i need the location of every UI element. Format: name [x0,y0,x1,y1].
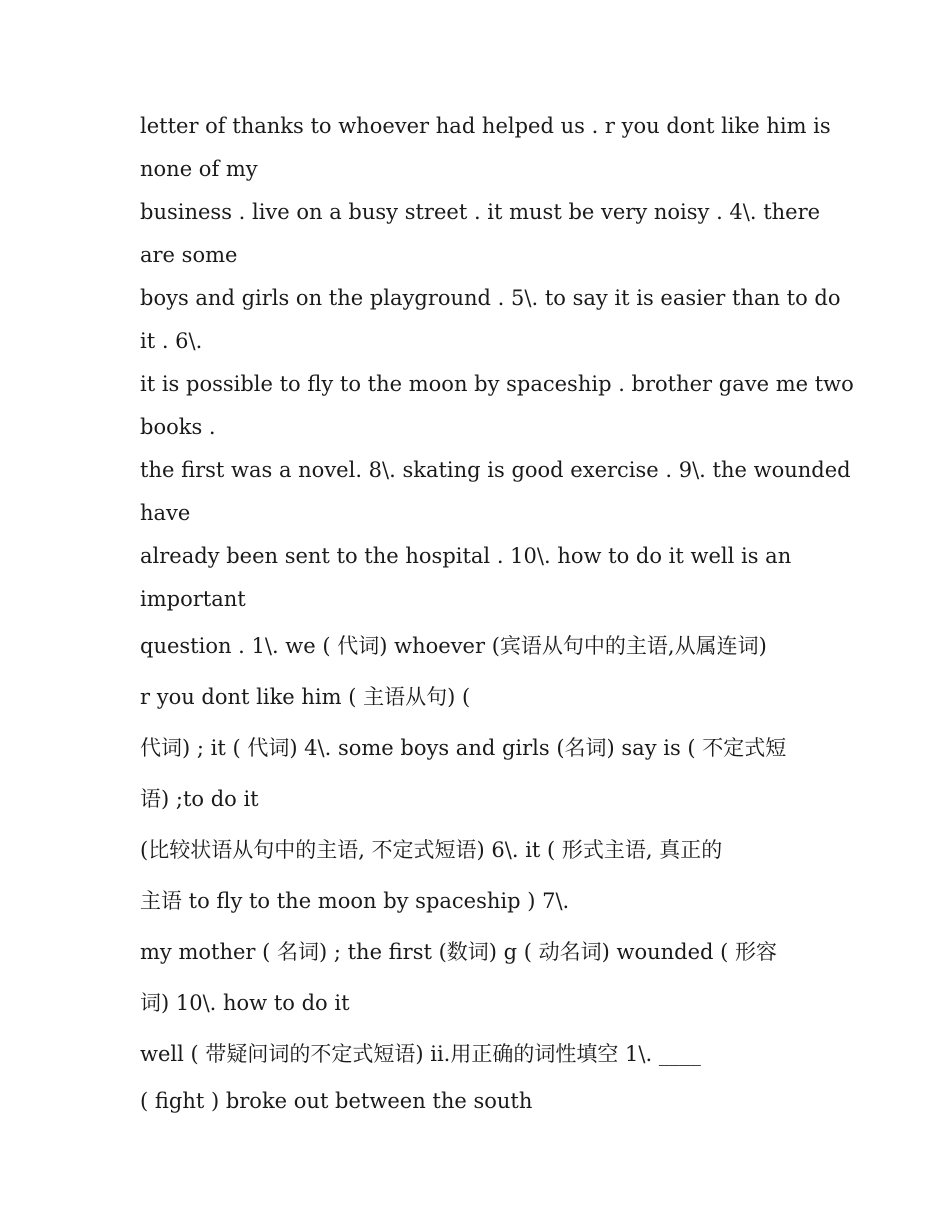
text-line: 词) 10\. how to do it [140,991,350,1015]
text-line: none of my [140,157,258,181]
text-line: 代词) ; it ( 代词) 4\. some boys and girls (名词) say is ( 不定式短 [140,736,787,760]
text-line: my mother ( 名词) ; the first (数词) g ( 动名词) wounded ( 形容 [140,940,778,964]
text-line: 语) ;to do it [140,787,259,811]
text-line: already been sent to the hospital . 10\. how to do it well is an [140,544,792,568]
text-line: are some [140,243,238,267]
text-line: the first was a novel. 8\. skating is good exercise . 9\. the wounded [140,458,851,482]
text-line: well ( 带疑问词的不定式短语) ii.用正确的词性填空 1\. ____ [140,1042,701,1066]
text-line: important [140,587,246,611]
text-line: it . 6\. [140,329,203,353]
document-text [140,105,854,1123]
text-line: ( fight ) broke out between the south [140,1089,533,1113]
text-line: 主语 to fly to the moon by spaceship ) 7\. [140,889,570,913]
text-line: it is possible to fly to the moon by spaceship . brother gave me two [140,372,854,396]
text-line: books . [140,415,216,439]
text-line: have [140,501,191,525]
text-line: (比较状语从句中的主语, 不定式短语) 6\. it ( 形式主语, 真正的 [140,838,723,862]
text-line: business . live on a busy street . it must be very noisy . 4\. there [140,200,821,224]
text-line: boys and girls on the playground . 5\. to say it is easier than to do [140,286,841,310]
text-line: letter of thanks to whoever had helped us . r you dont like him is [140,114,831,138]
text-line: question . 1\. we ( 代词) whoever (宾语从句中的主语,从属连词) [140,634,767,658]
text-line: r you dont like him ( 主语从句) ( [140,685,471,709]
